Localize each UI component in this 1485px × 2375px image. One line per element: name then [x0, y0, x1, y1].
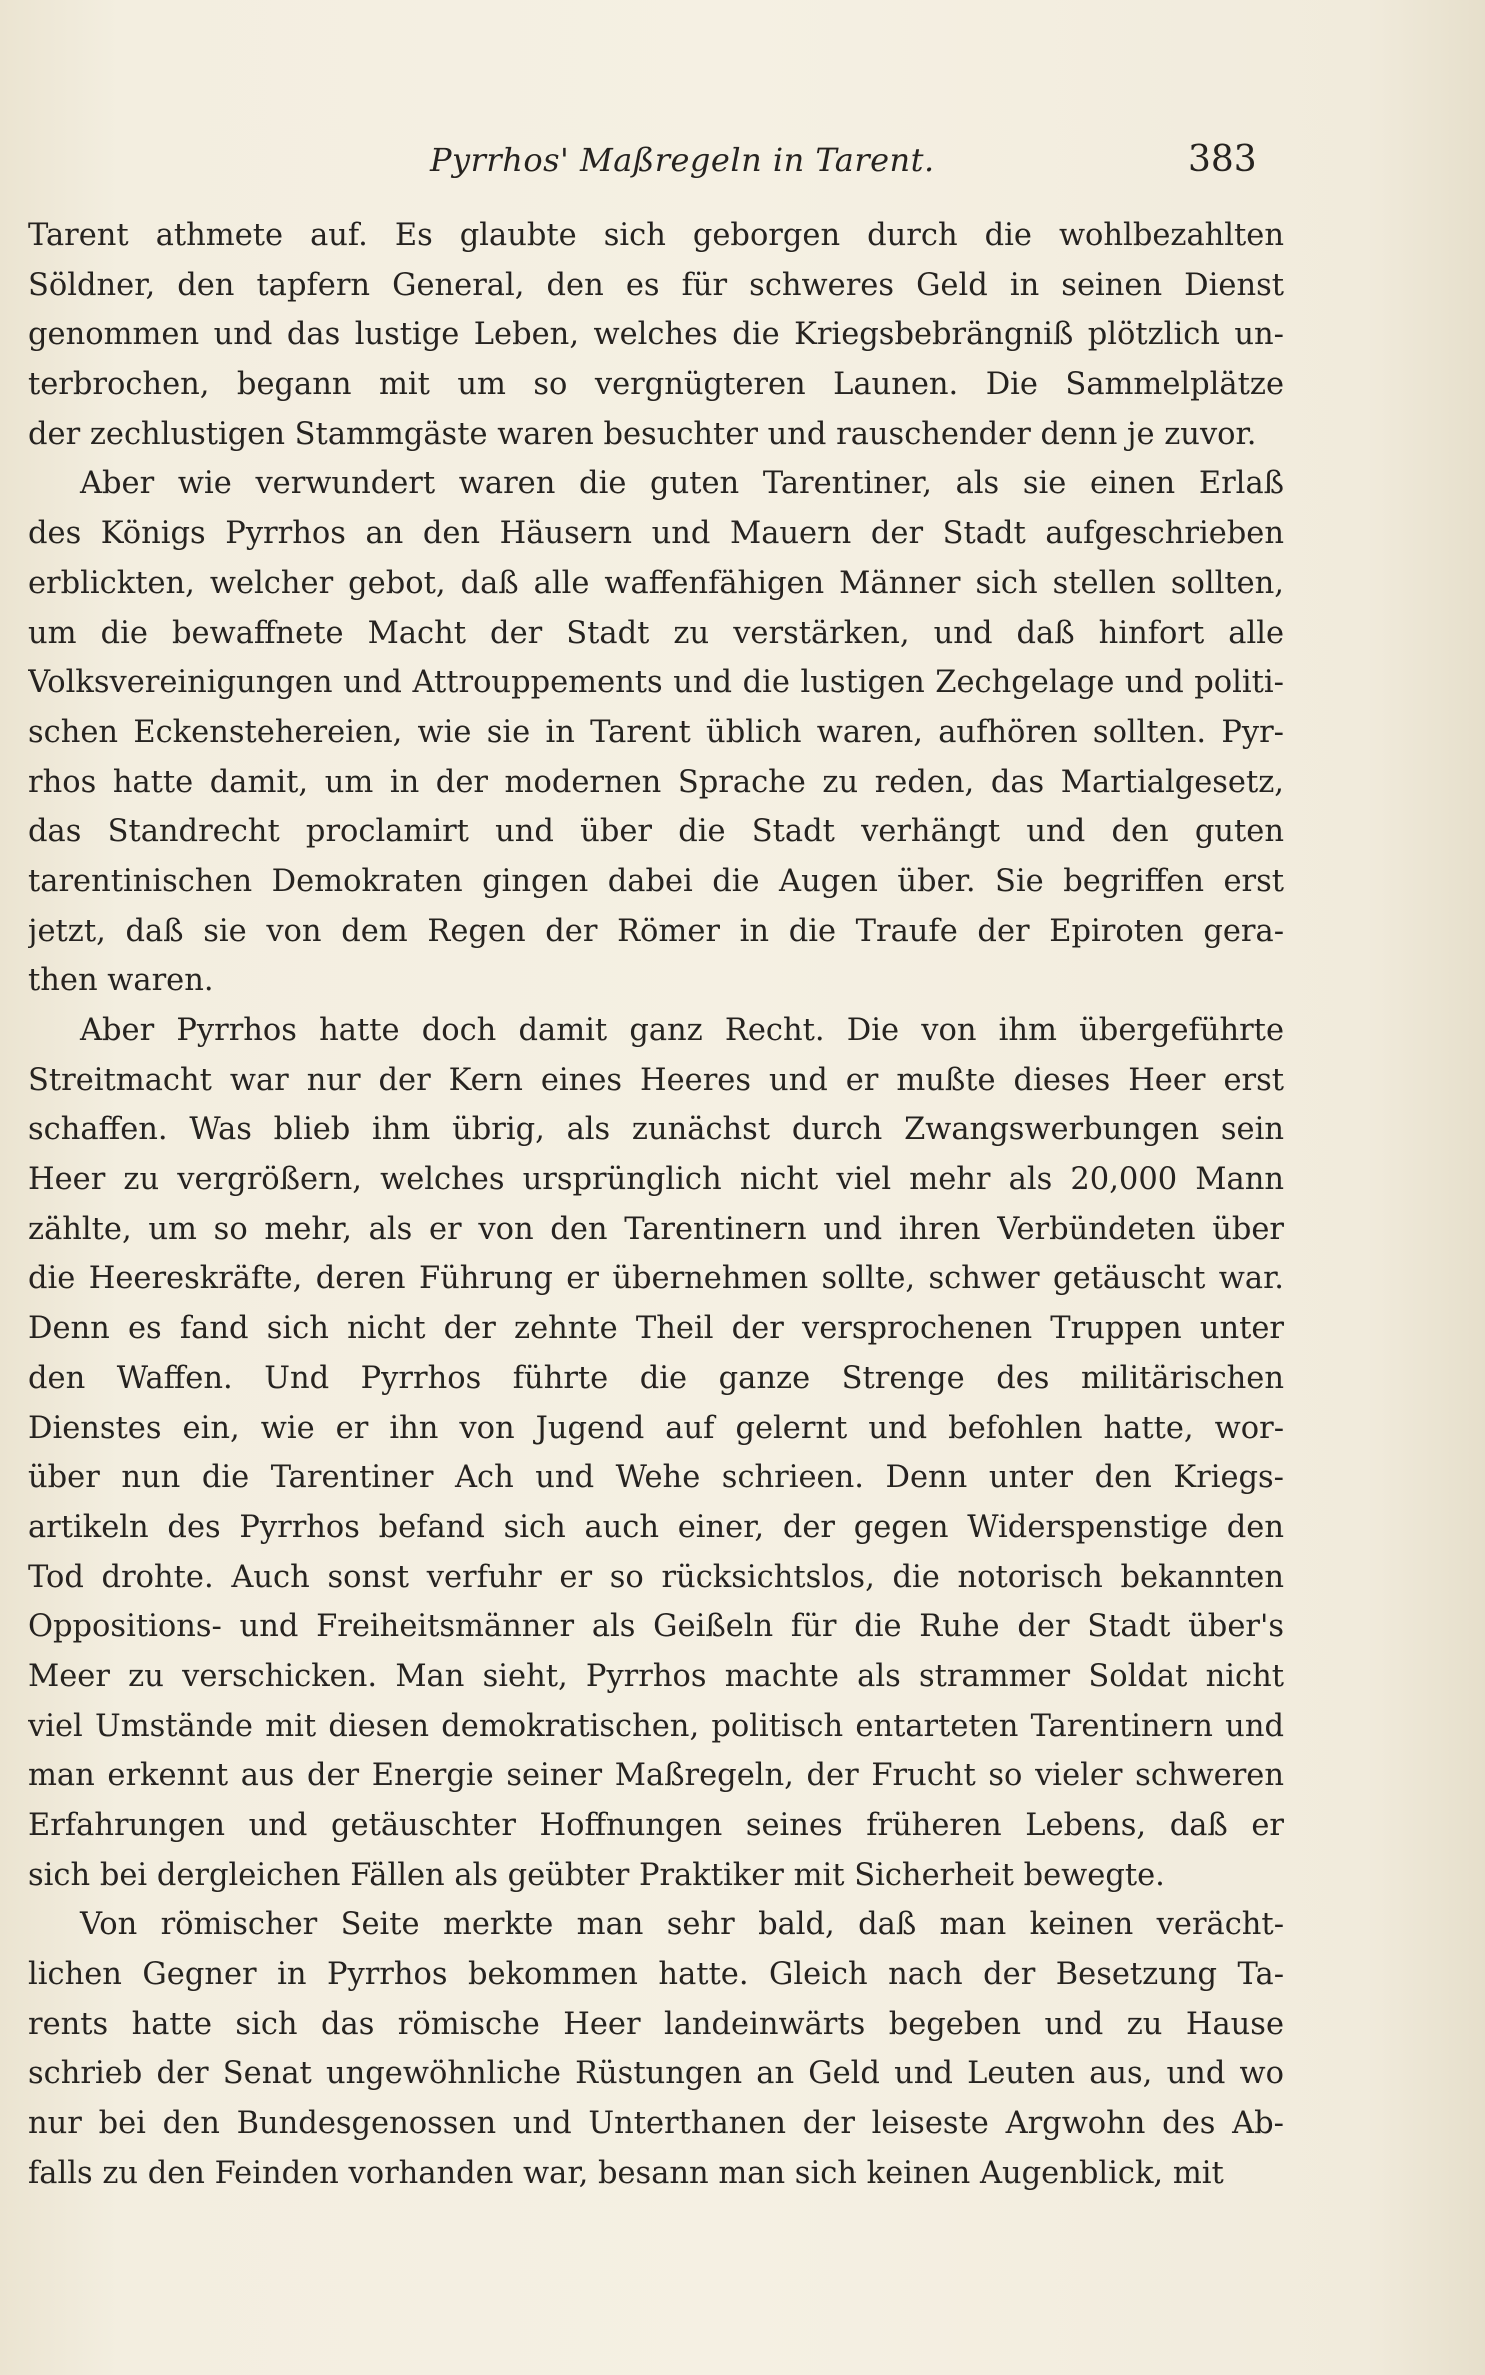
body-text: [28, 211, 1284, 2199]
paragraph: [28, 1900, 1284, 2198]
text-line: Von römischer Seite merkte man sehr bald, daß man keinen verächt-: [80, 1907, 1284, 1943]
text-line: rents hatte sich das römische Heer landeinwärts begeben und zu Hause: [28, 2006, 1284, 2042]
text-line: schaffen. Was blieb ihm übrig, als zunächst durch Zwangswerbungen sein: [28, 1112, 1284, 1148]
paragraph: [28, 459, 1284, 1006]
text-line: Söldner, den tapfern General, den es für schweres Geld in seinen Dienst: [28, 267, 1284, 303]
text-line: schen Eckensteher​eien, wie sie in Tarent üblich waren, aufhören sollten. Pyr-: [28, 714, 1284, 750]
text-line: Heer zu vergrößern, welches ursprünglich nicht viel mehr als 20,000 Mann: [28, 1162, 1284, 1198]
text-line: nur bei den Bundesgenossen und Unterthanen der leiseste Argwohn des Ab-: [28, 2106, 1284, 2142]
text-line: tarentinischen Demokraten gingen dabei die Augen über. Sie begriffen erst: [28, 863, 1284, 899]
text-line: rhos hatte damit, um in der modernen Sprache zu reden, das Martialgesetz,: [28, 764, 1284, 800]
text-line: man erkennt aus der Energie seiner Maßregeln, der Frucht so vieler schweren: [28, 1758, 1284, 1794]
paragraph: [28, 211, 1284, 459]
text-line: Denn es fand sich nicht der zehnte Theil der versprochenen Truppen unter: [28, 1311, 1284, 1347]
text-line: viel Umstände mit diesen demokratischen, politisch entarteten Tarentinern und: [28, 1708, 1284, 1744]
text-line: die Heereskräfte, deren Führung er übernehmen sollte, schwer getäuscht war.: [28, 1261, 1284, 1297]
text-line: Volksvereinigungen und Attrouppements und die lustigen Zechgelage und politi-: [28, 665, 1284, 701]
text-line: lichen Gegner in Pyrrhos bekommen hatte. Gleich nach der Besetzung Ta-: [28, 1957, 1284, 1993]
text-line: erblickten, welcher gebot, daß alle waffenfähigen Männer sich stellen sollten,: [28, 565, 1284, 601]
text-line: Streitmacht war nur der Kern eines Heeres und er mußte dieses Heer erst: [28, 1062, 1284, 1098]
running-head: [0, 137, 1485, 187]
page-number: 383: [1188, 139, 1257, 180]
text-line: um die bewaffnete Macht der Stadt zu verstärken, und daß hinfort alle: [28, 615, 1284, 651]
text-line: des Königs Pyrrhos an den Häusern und Mauern der Stadt aufgeschrieben: [28, 516, 1284, 552]
text-line: Aber Pyrrhos hatte doch damit ganz Recht. Die von ihm übergeführte: [80, 1013, 1284, 1048]
text-line: der zechlustigen Stammgäste waren besuchter und rauschender denn je zuvor.: [28, 416, 1257, 452]
text-line: Meer zu verschicken. Man sieht, Pyrrhos machte als strammer Soldat nicht: [28, 1658, 1284, 1694]
text-line: schrieb der Senat ungewöhnliche Rüstungen an Geld und Leuten aus, und wo: [28, 2056, 1284, 2092]
text-line: sich bei dergleichen Fällen als geübter Praktiker mit Sicherheit bewegte.: [28, 1857, 1165, 1893]
text-line: genommen und das lustige Leben, welches die Kriegsbebrängniß plötzlich un-: [28, 317, 1284, 353]
text-line: Oppositions- und Freiheitsmänner als Geißeln für die Ruhe der Stadt über's: [28, 1609, 1284, 1645]
text-line: zählte, um so mehr, als er von den Tarentinern und ihren Verbündeten über: [28, 1211, 1284, 1247]
paragraph: [28, 1006, 1284, 1900]
text-line: den Waffen. Und Pyrrhos führte die ganze Strenge des militärischen: [28, 1360, 1284, 1396]
text-line: falls zu den Feinden vorhanden war, besann man sich keinen Augenblick, mit: [28, 2155, 1224, 2191]
text-line: das Standrecht proclamirt und über die Stadt verhängt und den guten: [28, 814, 1284, 850]
text-line: Tarent athmete auf. Es glaubte sich geborgen durch die wohlbezahlten: [28, 218, 1284, 253]
running-title: Pyrrhos' Maßregeln in Tarent.: [430, 141, 935, 179]
text-line: terbrochen, begann mit um so vergnügteren Launen. Die Sammelplätze: [28, 367, 1284, 403]
text-line: Tod drohte. Auch sonst verfuhr er so rücksichtslos, die notorisch bekannten: [28, 1559, 1284, 1595]
text-line: Aber wie verwundert waren die guten Tarentiner, als sie einen Erlaß: [80, 466, 1284, 502]
text-line: jetzt, daß sie von dem Regen der Römer in die Traufe der Epiroten gera-: [28, 913, 1284, 949]
text-line: über nun die Tarentiner Ach und Wehe schrieen. Denn unter den Kriegs-: [28, 1460, 1284, 1496]
text-line: then waren.: [28, 963, 214, 999]
text-line: Dienstes ein, wie er ihn von Jugend auf gelernt und befohlen hatte, wor-: [28, 1410, 1284, 1446]
text-line: Erfahrungen und getäuschter Hoffnungen seines früheren Lebens, daß er: [28, 1808, 1284, 1843]
text-line: artikeln des Pyrrhos befand sich auch einer, der gegen Widerspenstige den: [28, 1509, 1284, 1545]
